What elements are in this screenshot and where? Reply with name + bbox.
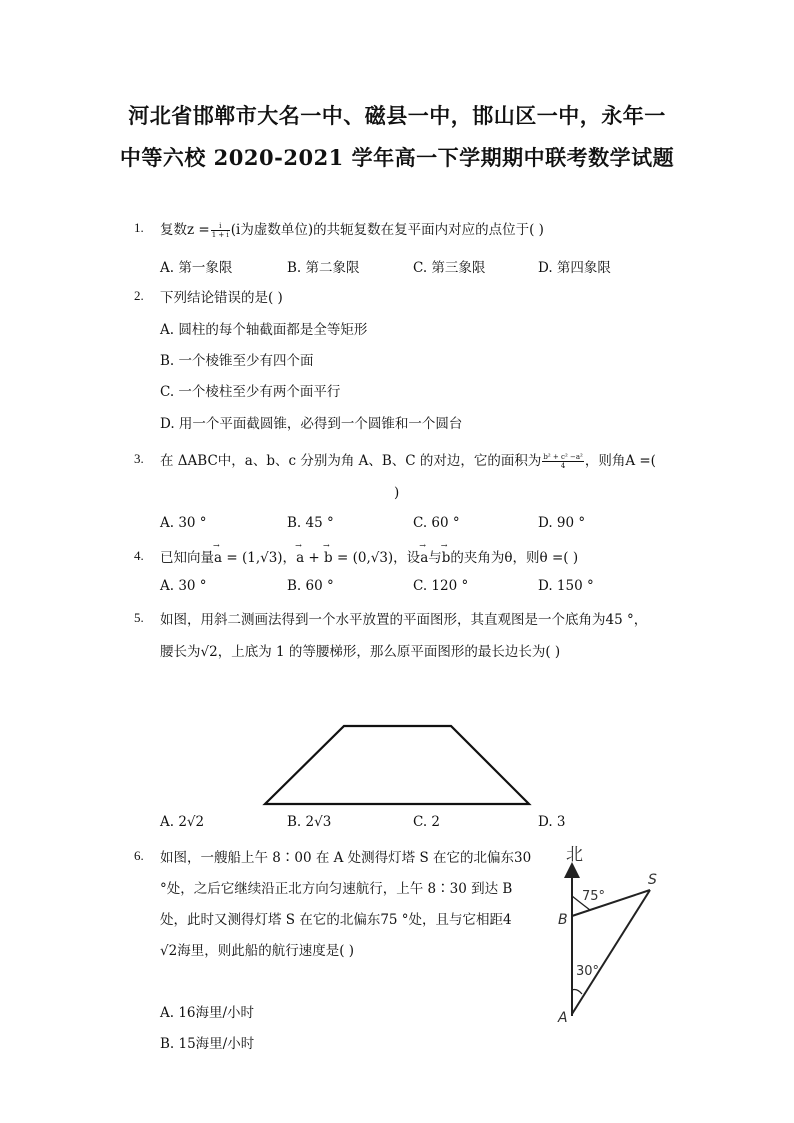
q4-plus: + <box>304 550 325 566</box>
q5-number: 5. <box>134 610 144 625</box>
q4-option-c: C. 120 ° <box>413 578 469 594</box>
q2-option-c: C. 一个棱柱至少有两个面平行 <box>160 384 341 400</box>
angle-30-arc <box>572 990 582 995</box>
q6-stem-line1: 如图，一艘船上午 8∶00 在 A 处测得灯塔 S 在它的北偏东30 <box>160 850 532 866</box>
q1-option-b: B. 第二象限 <box>287 260 360 276</box>
q5-stem-line2: 腰长为√2，上底为 1 的等腰梯形，那么原平面图形的最长边长为( ) <box>160 644 561 660</box>
q4-option-a: A. 30 ° <box>160 578 207 594</box>
q2-number: 2. <box>134 288 144 303</box>
q4-stem-b: 的夹角为θ，则θ =( ) <box>450 550 579 566</box>
q2-stem: 下列结论错误的是( ) <box>160 290 283 306</box>
q2-option-b: B. 一个棱锥至少有四个面 <box>160 353 314 369</box>
q3-frac-num: b² + c² −a² <box>543 453 583 461</box>
q4-stem-a: 已知向量 <box>160 550 214 566</box>
q4-vector-a3: → a <box>420 550 428 566</box>
q1-stem <box>160 218 544 239</box>
q4-vector-a2: → a <box>296 550 304 566</box>
point-b-label: B <box>558 912 568 928</box>
q3-option-a: A. 30 ° <box>160 515 207 531</box>
q3-option-d: D. 90 ° <box>538 515 586 531</box>
q1-fraction <box>211 222 230 239</box>
q3-frac-den: 4 <box>560 462 566 470</box>
line-a-to-s <box>572 890 650 1014</box>
navigation-figure <box>530 838 680 1028</box>
q3-fraction <box>542 453 583 470</box>
q6-option-a: A. 16海里/小时 <box>160 1005 255 1021</box>
q1-frac-num: i <box>211 222 230 231</box>
document-title-line2: 中等六校 2020-2021 学年高一下学期期中联考数学试题 <box>119 145 675 170</box>
q1-stem-b: (i为虚数单位)的共轭复数在复平面内对应的点位于( ) <box>230 222 544 238</box>
q1-option-d: D. 第四象限 <box>538 260 611 276</box>
q4-vector-a: → a <box>214 550 222 566</box>
q6-number: 6. <box>134 848 144 863</box>
q6-stem-line2: °处，之后它继续沿正北方向匀速航行，上午 8∶30 到达 B <box>160 881 513 897</box>
q5-option-d: D. 3 <box>538 814 566 830</box>
q5-option-c: C. 2 <box>413 814 441 830</box>
q4-stem <box>160 546 578 566</box>
q4-vector-b2: → b <box>442 550 451 566</box>
north-label: 北 <box>566 845 583 865</box>
q4-vector-b: → b <box>324 550 333 566</box>
q4-number: 4. <box>134 548 144 563</box>
q1-number: 1. <box>134 220 144 235</box>
point-a-label: A <box>558 1010 568 1026</box>
q3-stem-close: ) <box>394 485 400 501</box>
q1-frac-den: 1 + i <box>211 231 229 239</box>
q1-option-c: C. 第三象限 <box>413 260 486 276</box>
point-s-label: S <box>648 872 657 888</box>
q4-eq2: = (0,√3)，设 <box>332 550 421 566</box>
q3-stem <box>160 449 656 470</box>
q6-option-b: B. 15海里/小时 <box>160 1036 255 1052</box>
q1-stem-a: 复数z = <box>160 222 210 238</box>
q3-option-b: B. 45 ° <box>287 515 334 531</box>
q5-option-b: B. 2√3 <box>287 814 332 830</box>
q3-option-c: C. 60 ° <box>413 515 460 531</box>
q4-option-d: D. 150 ° <box>538 578 594 594</box>
q4-eq1: = (1,√3)， <box>222 550 297 566</box>
q3-stem-b: ，则角A =( <box>584 453 656 469</box>
trapezoid-shape <box>265 726 529 804</box>
document-title-line1: 河北省邯郸市大名一中、磁县一中，邯山区一中，永年一 <box>128 103 666 128</box>
q1-option-a: A. 第一象限 <box>160 260 233 276</box>
q3-stem-a: 在 ΔABC中，a、b、c 分别为角 A、B、C 的对边，它的面积为 <box>160 453 542 469</box>
q6-stem-line4: √2海里，则此船的航行速度是( ) <box>160 943 355 959</box>
q4-yu: 与 <box>428 550 442 566</box>
q3-number: 3. <box>134 451 144 466</box>
q6-stem-line3: 处，此时又测得灯塔 S 在它的北偏东75 °处，且与它相距4 <box>160 912 512 928</box>
q2-option-d: D. 用一个平面截圆锥，必得到一个圆锥和一个圆台 <box>160 416 463 432</box>
trapezoid-figure <box>260 722 536 808</box>
q5-stem-line1: 如图，用斜二测画法得到一个水平放置的平面图形，其直观图是一个底角为45 °， <box>160 612 648 628</box>
q4-option-b: B. 60 ° <box>287 578 334 594</box>
angle-30-label: 30° <box>576 964 600 979</box>
angle-75-label: 75° <box>582 889 606 904</box>
q5-option-a: A. 2√2 <box>160 814 205 830</box>
q2-option-a: A. 圆柱的每个轴截面都是全等矩形 <box>160 322 368 338</box>
